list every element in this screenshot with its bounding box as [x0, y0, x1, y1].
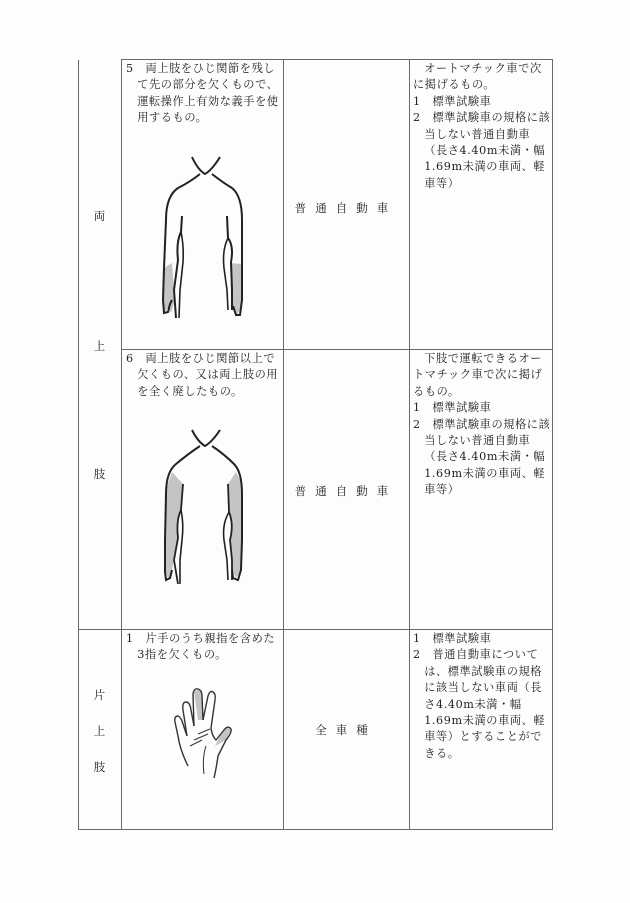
category-char: 片 [93, 688, 106, 702]
conditions-item: 1 標準試験車 [413, 401, 492, 415]
vehicle-type: 普通自動車 [294, 484, 398, 498]
vehicle-type: 全車種 [315, 723, 377, 737]
table-border-bottom [78, 829, 553, 830]
table-border-left [78, 60, 79, 830]
description-text: 6 両上肢をひじ関節以上で欠くもの、又は両上肢の用を全く廃したもの。 [126, 352, 279, 398]
category-char: 上 [93, 724, 106, 738]
table-col-divider-1 [121, 59, 122, 830]
row-description [126, 630, 281, 664]
conditions-item: 1 標準試験車 [413, 94, 492, 108]
both-arms-above-elbow-illustration [150, 420, 260, 600]
conditions-intro: 下肢で運転できるオートマチック車で次に掲げるもの。 [413, 352, 543, 398]
category-char: 上 [93, 339, 106, 353]
conditions-intro: オートマチック車で次に掲げるもの。 [413, 62, 542, 92]
row-description [126, 350, 281, 400]
table-border-right [552, 59, 553, 830]
description-text: 1 片手のうち親指を含めた3指を欠くもの。 [126, 632, 276, 662]
license-conditions [413, 60, 551, 192]
vehicle-type: 普通自動車 [294, 201, 398, 215]
category-char: 肢 [93, 467, 106, 481]
license-conditions [413, 350, 551, 499]
conditions-item: 2 普通自動車については、標準試験車の規格に該当しない車両（長さ4.40m未満・幅1.69m未満の車両、軽車等）とすることができる。 [413, 648, 546, 760]
description-text: 5 両上肢をひじ関節を残して先の部分を欠くもので、運転操作上有効な義手を使用するもの。 [126, 62, 279, 125]
table-col-divider-3 [409, 59, 410, 830]
category-char: 肢 [93, 760, 106, 774]
table-col-divider-2 [283, 59, 284, 830]
hand-three-fingers-missing-illustration [160, 680, 250, 780]
conditions-item: 2 標準試験車の規格に該当しない普通自動車（長さ4.40m未満・幅1.69m未満の車両、軽車等） [413, 417, 551, 497]
category-char: 両 [93, 209, 106, 223]
conditions-item: 2 標準試験車の規格に該当しない普通自動車（長さ4.40m未満・幅1.69m未満の車両、軽車等） [413, 111, 551, 190]
row-description [126, 60, 281, 127]
license-conditions [413, 630, 551, 762]
conditions-item: 1 標準試験車 [413, 632, 492, 645]
both-forearms-missing-illustration [150, 150, 260, 340]
